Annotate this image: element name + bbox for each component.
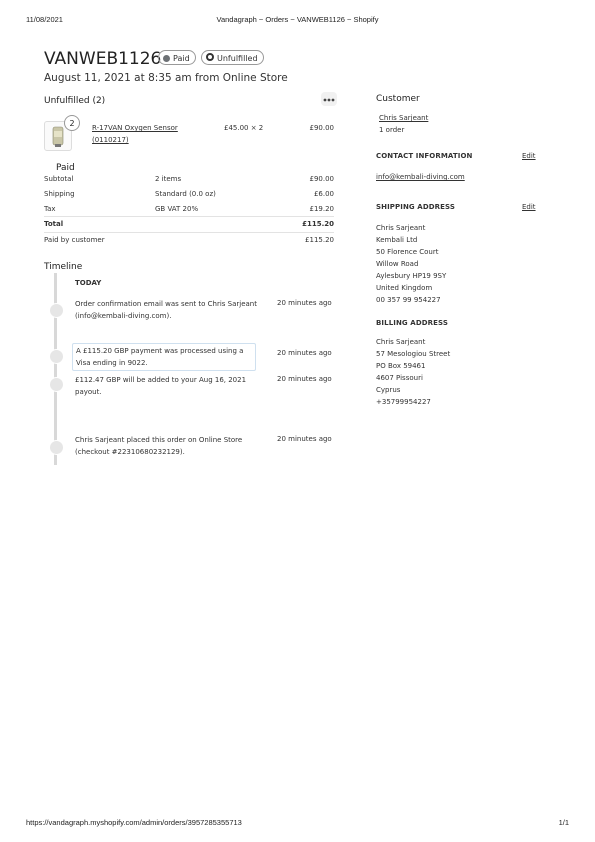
print-title: Vandagraph ~ Orders ~ VANWEB1126 ~ Shopify (216, 15, 379, 24)
paid-by-customer-label: Paid by customer (44, 236, 105, 244)
address-line: United Kingdom (376, 284, 433, 292)
address-phone: +35799954227 (376, 398, 431, 406)
timeline-title: Timeline (44, 262, 83, 272)
address-line: 50 Florence Court (376, 248, 439, 256)
print-page-number: 1/1 (558, 818, 569, 827)
subtotal-label: Subtotal (44, 175, 74, 183)
unfulfilled-badge: Unfulfilled (201, 50, 264, 65)
shipping-address (376, 222, 446, 306)
address-line: Willow Road (376, 260, 419, 268)
paid-by-customer-amount: £115.20 (305, 236, 334, 244)
address-line: Chris Sarjeant (376, 338, 426, 346)
edit-shipping-button[interactable]: Edit (522, 203, 536, 211)
tax-detail: GB VAT 20% (155, 205, 199, 213)
tax-amount: £19.20 (309, 205, 334, 213)
timeline-dot-icon (49, 440, 64, 455)
shipping-detail: Standard (0.0 oz) (155, 190, 216, 198)
total-label: Total (44, 220, 64, 228)
customer-title: Customer (376, 94, 420, 104)
address-line: Cyprus (376, 386, 401, 394)
timeline-line (54, 273, 57, 465)
shipping-address-title: SHIPPING ADDRESS (376, 203, 455, 211)
address-line: Kembali Ltd (376, 236, 418, 244)
timeline-event: £112.47 GBP will be added to your Aug 16, 2021 payout. (75, 376, 247, 396)
customer-name-link[interactable]: Chris Sarjeant (379, 114, 429, 122)
subtotal-detail: 2 items (155, 175, 182, 183)
timeline-event-time: 20 minutes ago (277, 299, 332, 307)
timeline-event-time: 20 minutes ago (277, 349, 332, 357)
divider (44, 216, 334, 217)
timeline-event-time: 20 minutes ago (277, 375, 332, 383)
address-line: Aylesbury HP19 9SY (376, 272, 447, 280)
unfulfilled-ring-icon (206, 53, 214, 61)
divider (44, 232, 334, 233)
address-line: PO Box 59461 (376, 362, 426, 370)
paid-title: Paid (56, 163, 75, 173)
timeline-today-label: TODAY (75, 279, 102, 287)
billing-address-title: BILLING ADDRESS (376, 319, 448, 327)
address-phone: 00 357 99 954227 (376, 296, 441, 304)
print-date: 11/08/2021 (26, 15, 63, 24)
billing-address (376, 336, 450, 408)
product-name-link[interactable]: R-17VAN Oxygen Sensor (92, 124, 178, 132)
quantity-badge: 2 (64, 115, 80, 131)
product-sku[interactable]: (0110217) (92, 136, 129, 144)
timeline-event-payment[interactable]: A £115.20 GBP payment was processed using a Visa ending in 9022. (72, 343, 256, 371)
timeline-dot-icon (49, 303, 64, 318)
address-line: 57 Mesologiou Street (376, 350, 451, 358)
total-amount: £115.20 (302, 220, 334, 228)
timeline-event-time: 20 minutes ago (277, 435, 332, 443)
subtotal-amount: £90.00 (309, 175, 334, 183)
shipping-label: Shipping (44, 190, 75, 198)
timeline-event: Order confirmation email was sent to Chris Sarjeant (info@kembali-diving.com). (75, 300, 257, 320)
customer-order-count: 1 order (379, 126, 405, 134)
print-url: https://vandagraph.myshopify.com/admin/orders/3957285355713 (26, 818, 242, 827)
timeline-event: Chris Sarjeant placed this order on Online Store (checkout #22310680232129). (75, 436, 243, 456)
order-title: VANWEB1126 (44, 49, 162, 69)
shipping-amount: £6.00 (313, 190, 334, 198)
customer-email-link[interactable]: info@kembali-diving.com (376, 173, 465, 181)
unfulfilled-title: Unfulfilled (2) (44, 96, 106, 106)
contact-information-title: CONTACT INFORMATION (376, 152, 473, 160)
address-line: Chris Sarjeant (376, 224, 426, 232)
product-line-total: £90.00 (309, 124, 334, 132)
timeline-dot-icon (49, 377, 64, 392)
address-line: 4607 Pissouri (376, 374, 423, 382)
edit-contact-button[interactable]: Edit (522, 152, 536, 160)
tax-label: Tax (44, 205, 56, 213)
product-unit-price: £45.00 × 2 (224, 124, 264, 132)
paid-badge: Paid (158, 50, 196, 65)
more-horizontal-icon[interactable] (321, 92, 337, 106)
timeline-dot-icon (49, 349, 64, 364)
paid-dot-icon (163, 55, 170, 62)
order-subtitle: August 11, 2021 at 8:35 am from Online Store (44, 72, 288, 84)
